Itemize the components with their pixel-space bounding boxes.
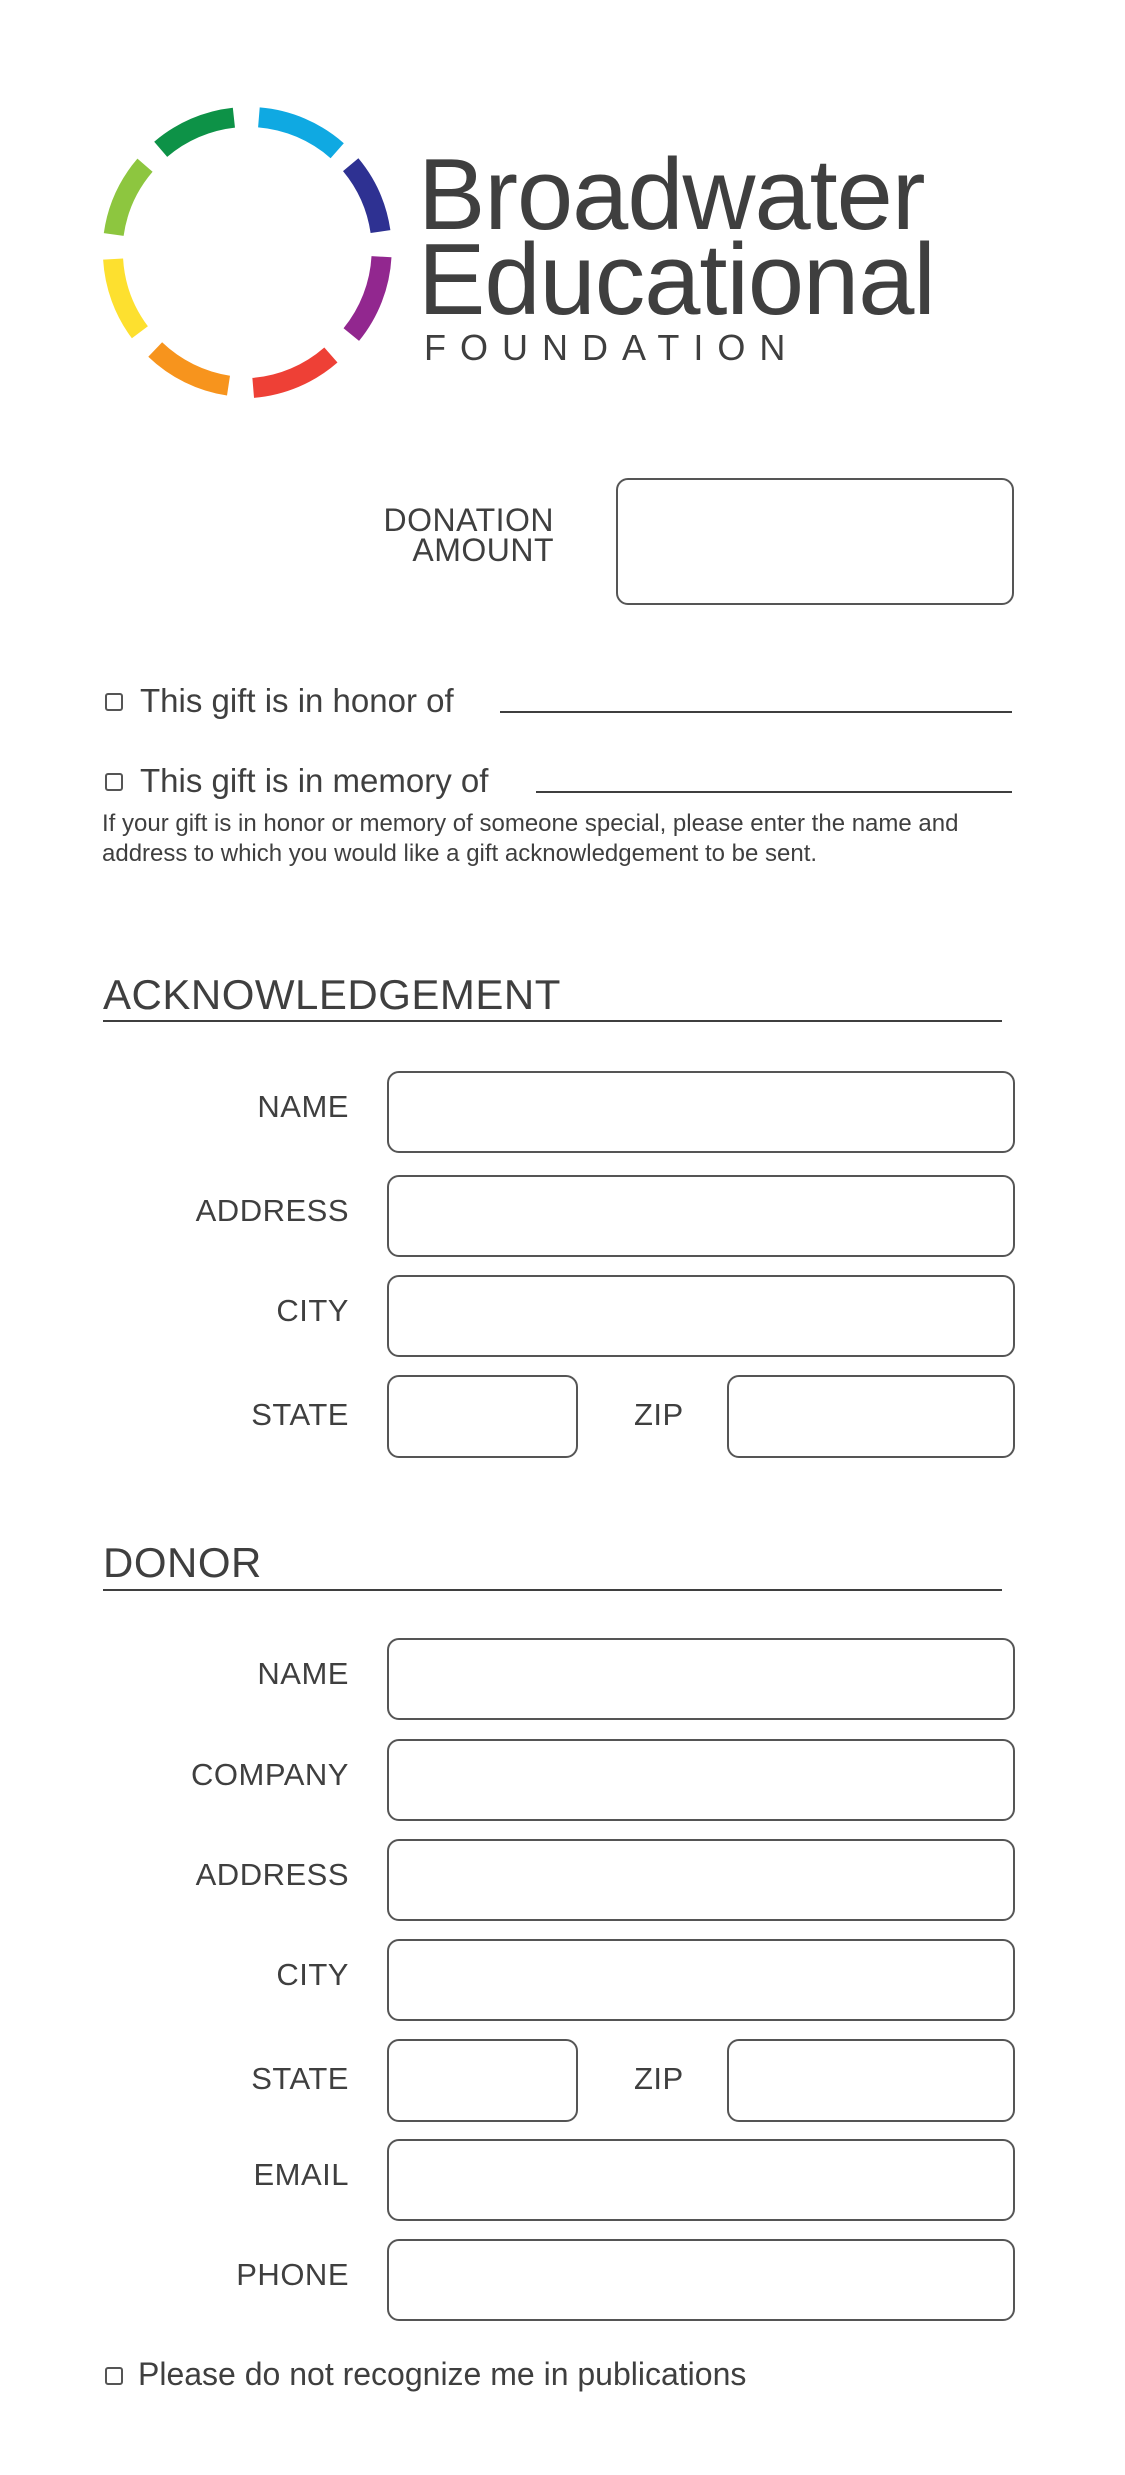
anonymous-checkbox[interactable]	[105, 2367, 123, 2385]
honor-name-line[interactable]	[500, 711, 1012, 713]
donation-amount-field[interactable]	[616, 478, 1014, 605]
ack-city-label: CITY	[276, 1293, 349, 1328]
donor-name-label: NAME	[257, 1656, 349, 1691]
ack-state-label: STATE	[251, 1397, 349, 1432]
brand-name-line1: Broadwater	[418, 139, 925, 251]
donor-phone-field[interactable]	[387, 2239, 1015, 2321]
donor-address-field[interactable]	[387, 1839, 1015, 1921]
memory-checkbox[interactable]	[105, 773, 123, 791]
donor-state-field[interactable]	[387, 2039, 578, 2122]
acknowledgement-title: ACKNOWLEDGEMENT	[103, 971, 561, 1018]
donor-title: DONOR	[103, 1539, 262, 1586]
acknowledgement-divider	[103, 1020, 1002, 1022]
anonymous-label: Please do not recognize me in publications	[138, 2356, 747, 2392]
ack-address-label: ADDRESS	[195, 1193, 349, 1228]
donor-state-label: STATE	[251, 2061, 349, 2096]
ack-name-label: NAME	[257, 1089, 349, 1124]
logo-segment-indigo	[351, 165, 381, 232]
logo-segment-blue	[259, 117, 337, 150]
honor-checkbox[interactable]	[105, 693, 123, 711]
logo-segment-red	[253, 355, 331, 388]
ack-state-field[interactable]	[387, 1375, 578, 1458]
logo-segment-yellow	[113, 259, 140, 332]
brand-subtitle: FOUNDATION	[424, 327, 800, 368]
logo-segment-darkgreen	[161, 118, 234, 150]
donor-city-label: CITY	[276, 1957, 349, 1992]
logo-segment-green	[114, 165, 145, 234]
memory-label: This gift is in memory of	[140, 762, 489, 799]
donor-address-label: ADDRESS	[195, 1857, 349, 1892]
honor-label: This gift is in honor of	[140, 682, 454, 719]
donor-city-field[interactable]	[387, 1939, 1015, 2021]
gift-note: If your gift is in honor or memory of someone special, please enter the name and address to which you would like a gift acknowledgement to be sent.	[102, 810, 959, 867]
ack-city-field[interactable]	[387, 1275, 1015, 1357]
donor-email-field[interactable]	[387, 2139, 1015, 2221]
logo-segment-purple	[351, 257, 381, 335]
ack-zip-field[interactable]	[727, 1375, 1015, 1458]
donor-zip-label: ZIP	[634, 2061, 684, 2096]
ring-logo-icon	[100, 104, 396, 400]
donation-amount-label	[300, 502, 554, 568]
donor-name-field[interactable]	[387, 1638, 1015, 1720]
donation-label-line2: AMOUNT	[412, 532, 554, 568]
donation-label-line1: DONATION	[383, 502, 554, 538]
ack-zip-label: ZIP	[634, 1397, 684, 1432]
donor-company-label: COMPANY	[191, 1757, 349, 1792]
donor-zip-field[interactable]	[727, 2039, 1015, 2122]
ack-name-field[interactable]	[387, 1071, 1015, 1153]
brand-name-line2: Educational	[418, 224, 935, 336]
logo-segment-orange	[155, 350, 228, 386]
donor-email-label: EMAIL	[253, 2157, 349, 2192]
donor-phone-label: PHONE	[236, 2257, 349, 2292]
donor-divider	[103, 1589, 1002, 1591]
memory-name-line[interactable]	[536, 791, 1012, 793]
donor-company-field[interactable]	[387, 1739, 1015, 1821]
ack-address-field[interactable]	[387, 1175, 1015, 1257]
